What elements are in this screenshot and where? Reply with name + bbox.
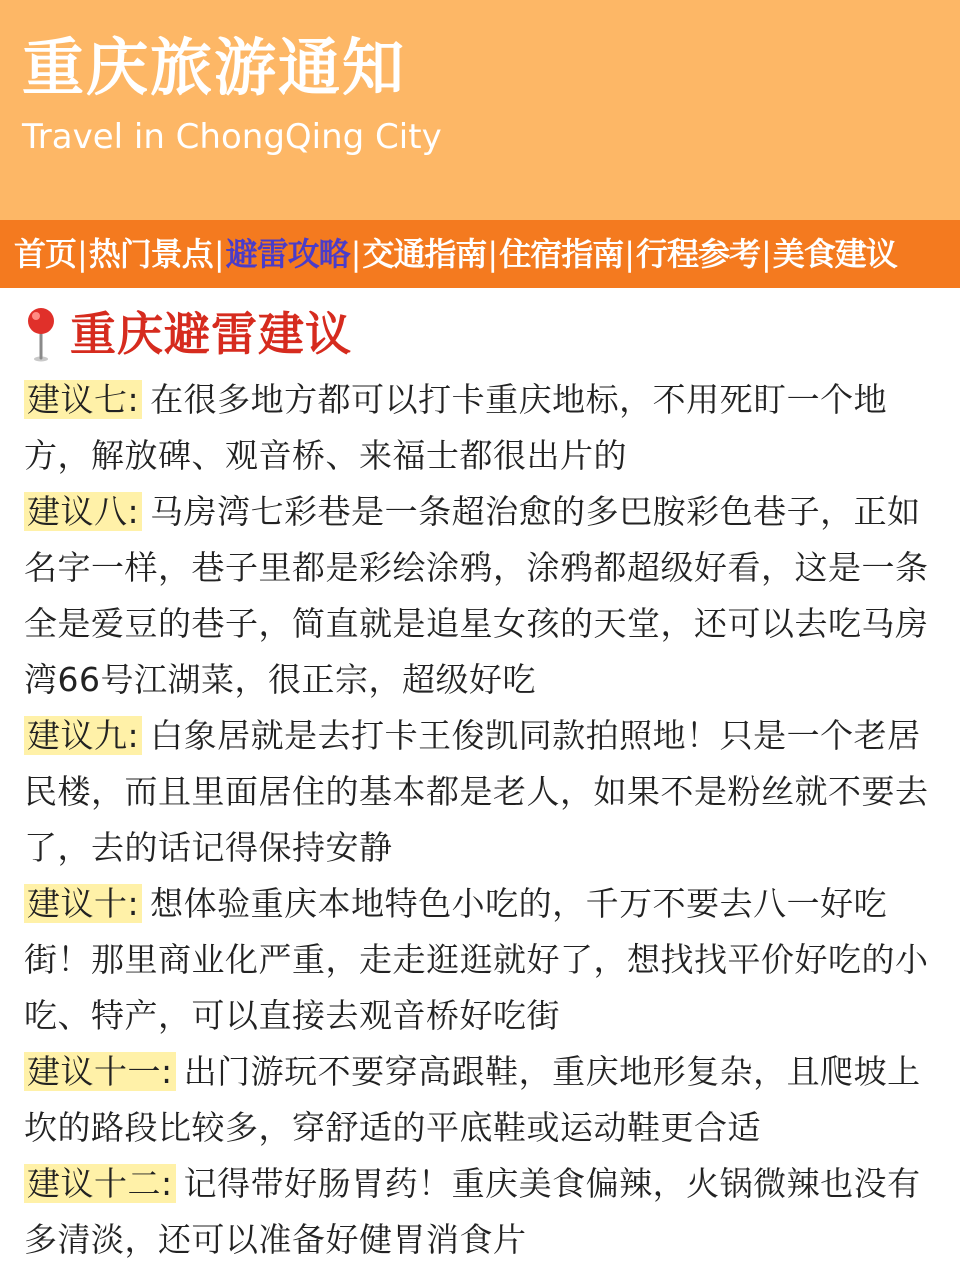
tip-text: 在很多地方都可以打卡重庆地标，不用死盯一个地方，解放碑、观音桥、来福士都很出片的 bbox=[24, 380, 888, 475]
section-header bbox=[22, 302, 352, 366]
nav-item-transport[interactable]: 交通指南 bbox=[362, 235, 487, 273]
tip-text: 马房湾七彩巷是一条超治愈的多巴胺彩色巷子，正如名字一样，巷子里都是彩绘涂鸦，涂鸦都超级好看，这是一条全是爱豆的巷子，简直就是追星女孩的天堂，还可以去吃马房湾66号江湖菜，很正宗，超级好吃 bbox=[24, 492, 929, 699]
nav-bar bbox=[0, 220, 960, 288]
nav-separator: | bbox=[487, 235, 499, 273]
tip-text: 想体验重庆本地特色小吃的，千万不要去八一好吃街！那里商业化严重，走走逛逛就好了，想找找平价好吃的小吃、特产，可以直接去观音桥好吃街 bbox=[24, 884, 929, 1035]
nav-separator: | bbox=[77, 235, 88, 273]
pin-icon bbox=[22, 306, 60, 362]
nav-separator: | bbox=[761, 235, 772, 273]
tip-text: 白象居就是去打卡王俊凯同款拍照地！只是一个老居民楼，而且里面居住的基本都是老人，如果不是粉丝就不要去了，去的话记得保持安静 bbox=[24, 716, 929, 867]
section-title: 重庆避雷建议 bbox=[70, 307, 352, 361]
nav-item-lodging[interactable]: 住宿指南 bbox=[499, 235, 624, 273]
tip-label: 建议八: bbox=[24, 492, 142, 531]
tip-item bbox=[24, 876, 944, 1044]
page-subtitle: Travel in ChongQing City bbox=[22, 117, 442, 157]
nav-item-itinerary[interactable]: 行程参考 bbox=[635, 235, 760, 273]
tip-label: 建议九: bbox=[24, 716, 142, 755]
nav-separator: | bbox=[624, 235, 635, 273]
nav-item-home[interactable]: 首页 bbox=[14, 235, 77, 273]
tip-label: 建议七: bbox=[24, 380, 142, 419]
tip-label: 建议十一: bbox=[24, 1052, 176, 1091]
tip-text: 记得带好肠胃药！重庆美食偏辣，火锅微辣也没有多清淡，还可以准备好健胃消食片 bbox=[24, 1164, 921, 1259]
nav-item-attractions[interactable]: 热门景点 bbox=[88, 235, 213, 273]
tip-item bbox=[24, 1044, 944, 1156]
tip-label: 建议十二: bbox=[24, 1164, 176, 1203]
tip-label: 建议十: bbox=[24, 884, 142, 923]
nav-separator: | bbox=[213, 235, 225, 273]
nav-item-food[interactable]: 美食建议 bbox=[772, 235, 897, 273]
page-title: 重庆旅游通知 bbox=[22, 31, 407, 104]
tip-item bbox=[24, 1156, 944, 1268]
tip-text: 出门游玩不要穿高跟鞋，重庆地形复杂，且爬坡上坎的路段比较多，穿舒适的平底鞋或运动鞋更合适 bbox=[24, 1052, 921, 1147]
tip-item bbox=[24, 372, 944, 484]
nav-item-pitfalls[interactable]: 避雷攻略 bbox=[225, 235, 350, 273]
header-banner bbox=[0, 0, 960, 220]
tip-item bbox=[24, 708, 944, 876]
nav-separator: | bbox=[350, 235, 362, 273]
tip-item bbox=[24, 484, 944, 708]
tips-list bbox=[24, 372, 944, 1268]
